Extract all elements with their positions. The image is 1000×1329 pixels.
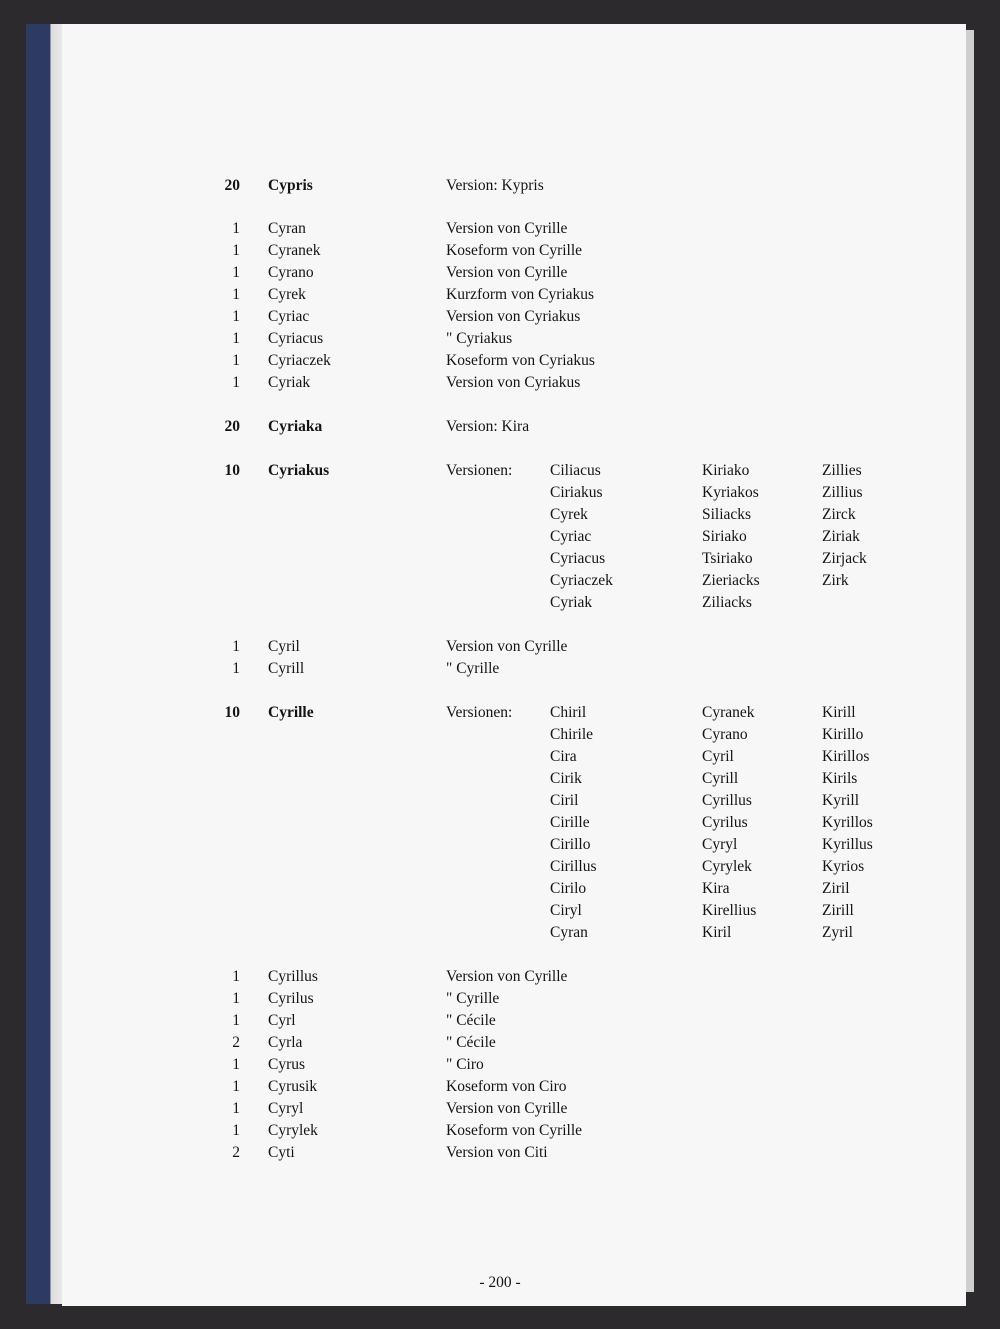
entry-row — [0, 1032, 1000, 1054]
version-name: Cirilo — [550, 880, 587, 897]
entry-description: Versionen: — [446, 462, 513, 479]
version-name: Cyrano — [702, 726, 748, 743]
entry-description: Version von Cyrille — [446, 968, 568, 985]
entry-count: 1 — [232, 374, 240, 391]
version-row — [0, 768, 1000, 790]
entry-description: Version von Cyrille — [446, 264, 568, 281]
version-name: Kirellius — [702, 902, 757, 919]
version-name: Ziril — [822, 880, 850, 897]
entry-description: " Ciro — [446, 1056, 484, 1073]
version-name: Cyrilus — [702, 814, 748, 831]
entry-description: Versionen: — [446, 704, 513, 721]
entry-description: Version: Kypris — [446, 177, 544, 194]
version-name: Cyrillus — [702, 792, 752, 809]
entry-row — [0, 328, 1000, 350]
version-name: Kyrillos — [822, 814, 873, 831]
entry-description: " Cyriakus — [446, 330, 513, 347]
entry-row — [0, 460, 1000, 482]
entry-name: Cyriac — [268, 308, 310, 325]
entry-description: Version von Cyriakus — [446, 308, 581, 325]
version-name: Kyrillus — [822, 836, 873, 853]
version-name: Ziriak — [822, 528, 860, 545]
entry-count: 1 — [232, 638, 240, 655]
version-name: Zirjack — [822, 550, 867, 567]
entry-name: Cyrl — [268, 1012, 296, 1029]
entry-description: Kurzform von Cyriakus — [446, 286, 595, 303]
entry-name: Cypris — [268, 177, 313, 194]
entry-count: 1 — [232, 1078, 240, 1095]
page-number: - 200 - — [479, 1274, 521, 1291]
entry-name: Cyrill — [268, 660, 305, 677]
entry-row — [0, 1076, 1000, 1098]
entry-name: Cyrillus — [268, 968, 318, 985]
entry-row — [0, 416, 1000, 438]
entry-description: " Cyrille — [446, 990, 500, 1007]
entry-count: 1 — [232, 242, 240, 259]
version-name: Zillies — [822, 462, 862, 479]
version-name: Cirik — [550, 770, 582, 787]
entry-name: Cyti — [268, 1144, 295, 1161]
entry-name: Cyryl — [268, 1100, 304, 1117]
entry-description: Version von Cyrille — [446, 638, 568, 655]
version-name: Kiril — [702, 924, 732, 941]
entry-row — [0, 350, 1000, 372]
version-name: Cyriac — [550, 528, 592, 545]
version-name: Cyriak — [550, 594, 593, 611]
version-name: Zillius — [822, 484, 863, 501]
entry-count: 1 — [232, 308, 240, 325]
version-row — [0, 746, 1000, 768]
version-name: Cyran — [550, 924, 588, 941]
entry-count: 1 — [232, 220, 240, 237]
entry-count: 10 — [224, 462, 240, 479]
version-name: Cyril — [702, 748, 734, 765]
entry-row — [0, 218, 1000, 240]
entry-row — [0, 636, 1000, 658]
entry-row — [0, 658, 1000, 680]
entry-count: 20 — [224, 418, 240, 435]
version-name: Siliacks — [702, 506, 752, 523]
version-name: Kyrill — [822, 792, 860, 809]
entry-name: Cyrusik — [268, 1078, 318, 1095]
version-row — [0, 878, 1000, 900]
version-row — [0, 724, 1000, 746]
entry-name: Cyril — [268, 638, 300, 655]
version-name: Cirillo — [550, 836, 591, 853]
version-row — [0, 922, 1000, 944]
entry-row — [0, 1054, 1000, 1076]
entry-description: Koseform von Ciro — [446, 1078, 567, 1095]
version-name: Zirck — [822, 506, 856, 523]
entry-row — [0, 175, 1000, 197]
entry-row — [0, 1098, 1000, 1120]
entry-row — [0, 1142, 1000, 1164]
version-name: Kirillos — [822, 748, 870, 765]
version-name: Kira — [702, 880, 730, 897]
version-row — [0, 900, 1000, 922]
version-row — [0, 526, 1000, 548]
version-name: Kyriakos — [702, 484, 759, 501]
version-name: Kirill — [822, 704, 856, 721]
version-name: Cirillus — [550, 858, 597, 875]
entry-name: Cyrano — [268, 264, 314, 281]
entry-description: " Cyrille — [446, 660, 500, 677]
version-name: Ziliacks — [702, 594, 752, 611]
entry-name: Cyranek — [268, 242, 321, 259]
version-name: Cirille — [550, 814, 590, 831]
version-name: Zieriacks — [702, 572, 760, 589]
entry-count: 1 — [232, 660, 240, 677]
version-name: Kirils — [822, 770, 858, 787]
version-name: Chirile — [550, 726, 594, 743]
entry-name: Cyrla — [268, 1034, 303, 1051]
version-name: Cyryl — [702, 836, 738, 853]
entry-row — [0, 262, 1000, 284]
version-name: Chiril — [550, 704, 587, 721]
entry-row — [0, 988, 1000, 1010]
entry-row — [0, 284, 1000, 306]
entry-description: Version von Cyrille — [446, 1100, 568, 1117]
version-name: Siriako — [702, 528, 747, 545]
entry-count: 1 — [232, 264, 240, 281]
entry-description: " Cécile — [446, 1034, 496, 1051]
entry-row — [0, 702, 1000, 724]
entry-count: 1 — [232, 990, 240, 1007]
version-name: Zirill — [822, 902, 854, 919]
entry-row — [0, 966, 1000, 988]
entry-count: 1 — [232, 1122, 240, 1139]
entry-count: 2 — [232, 1034, 240, 1051]
entry-description: Koseform von Cyrille — [446, 1122, 583, 1139]
entry-name: Cyriaczek — [268, 352, 331, 369]
version-name: Zyril — [822, 924, 853, 941]
entry-row — [0, 240, 1000, 262]
version-row — [0, 548, 1000, 570]
entry-row — [0, 1120, 1000, 1142]
version-name: Ciliacus — [550, 462, 601, 479]
version-name: Kiriako — [702, 462, 750, 479]
entry-name: Cyran — [268, 220, 306, 237]
entry-name: Cyrek — [268, 286, 306, 303]
entry-count: 1 — [232, 1100, 240, 1117]
entry-count: 1 — [232, 286, 240, 303]
version-name: Cira — [550, 748, 577, 765]
version-row — [0, 812, 1000, 834]
entry-count: 1 — [232, 352, 240, 369]
version-row — [0, 834, 1000, 856]
entry-row — [0, 372, 1000, 394]
entry-name: Cyrille — [268, 704, 314, 721]
entry-name: Cyriak — [268, 374, 311, 391]
version-name: Cyranek — [702, 704, 755, 721]
version-name: Tsiriako — [702, 550, 753, 567]
entry-description: " Cécile — [446, 1012, 496, 1029]
version-name: Cyrek — [550, 506, 588, 523]
entry-description: Koseform von Cyriakus — [446, 352, 595, 369]
version-name: Kirillo — [822, 726, 864, 743]
version-name: Cyrylek — [702, 858, 752, 875]
entry-description: Version: Kira — [446, 418, 530, 435]
version-row — [0, 482, 1000, 504]
version-row — [0, 592, 1000, 614]
version-name: Kyrios — [822, 858, 865, 875]
version-name: Zirk — [822, 572, 849, 589]
entry-name: Cyriakus — [268, 462, 330, 479]
version-name: Ciryl — [550, 902, 582, 919]
entry-count: 10 — [224, 704, 240, 721]
entry-count: 1 — [232, 1056, 240, 1073]
entry-name: Cyrus — [268, 1056, 306, 1073]
version-name: Cyriaczek — [550, 572, 613, 589]
version-row — [0, 504, 1000, 526]
entry-name: Cyriacus — [268, 330, 324, 347]
version-row — [0, 790, 1000, 812]
entry-description: Version von Cyrille — [446, 220, 568, 237]
entry-count: 1 — [232, 1012, 240, 1029]
entry-description: Version von Cyriakus — [446, 374, 581, 391]
entry-name: Cyrilus — [268, 990, 314, 1007]
entry-row — [0, 306, 1000, 328]
version-name: Cyrill — [702, 770, 739, 787]
version-name: Ciril — [550, 792, 579, 809]
version-name: Cyriacus — [550, 550, 606, 567]
version-row — [0, 856, 1000, 878]
entry-row — [0, 1010, 1000, 1032]
entry-count: 2 — [232, 1144, 240, 1161]
version-row — [0, 570, 1000, 592]
entry-name: Cyriaka — [268, 418, 323, 435]
version-name: Ciriakus — [550, 484, 603, 501]
entry-name: Cyrylek — [268, 1122, 318, 1139]
entry-count: 1 — [232, 330, 240, 347]
entry-description: Version von Citi — [446, 1144, 548, 1161]
entry-count: 1 — [232, 968, 240, 985]
entry-description: Koseform von Cyrille — [446, 242, 583, 259]
entry-count: 20 — [224, 177, 240, 194]
